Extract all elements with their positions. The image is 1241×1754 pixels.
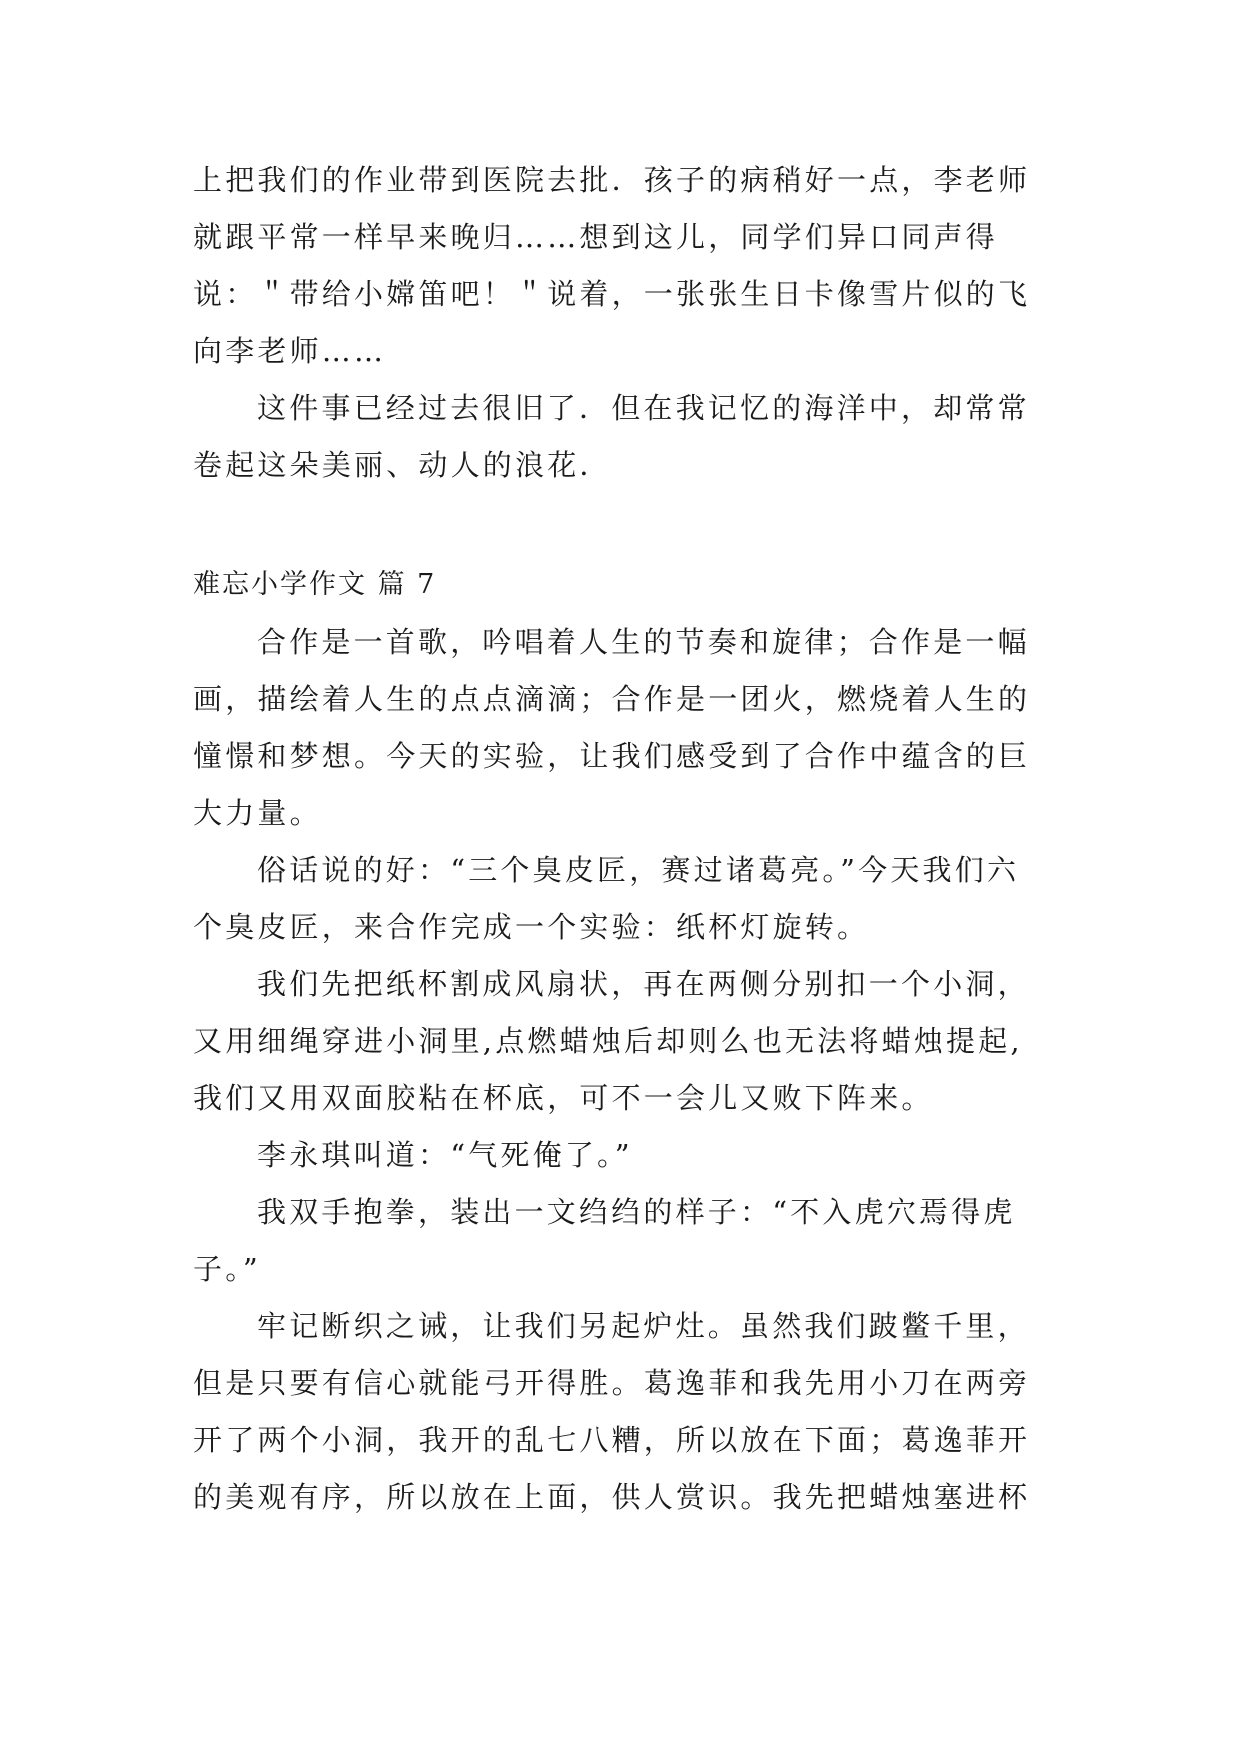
text-line: 个臭皮匠，来合作完成一个实验：纸杯灯旋转。 bbox=[193, 910, 870, 944]
text-line: 大力量。 bbox=[193, 796, 322, 830]
section-heading: 难忘小学作文 篇 7 bbox=[193, 569, 437, 600]
text-line: 就跟平常一样早来晚归……想到这儿，同学们异口同声得 bbox=[193, 220, 999, 254]
text-line: 憧憬和梦想。今天的实验，让我们感受到了合作中蕴含的巨 bbox=[193, 739, 1031, 773]
text-line: 合作是一首歌，吟唱着人生的节奏和旋律；合作是一幅 bbox=[257, 625, 1030, 659]
text-line: 开了两个小洞，我开的乱七八糟，所以放在下面；葛逸菲开 bbox=[193, 1423, 1031, 1457]
text-line: 说：＂带给小嫦笛吧！＂说着，一张张生日卡像雪片似的飞 bbox=[193, 277, 1031, 311]
text-line: 这件事已经过去很旧了．但在我记忆的海洋中，却常常 bbox=[257, 391, 1030, 425]
text-line: 画，描绘着人生的点点滴滴；合作是一团火，燃烧着人生的 bbox=[193, 682, 1031, 716]
text-line: 子。” bbox=[193, 1252, 261, 1286]
text-line: 我们又用双面胶粘在杯底，可不一会儿又败下阵来。 bbox=[193, 1081, 934, 1115]
text-line: 卷起这朵美丽、动人的浪花． bbox=[193, 448, 612, 482]
text-line: 李永琪叫道：“气死俺了。” bbox=[257, 1138, 633, 1172]
text-line: 向李老师…… bbox=[193, 334, 387, 368]
text-line: 又用细绳穿进小洞里,点燃蜡烛后却则么也无法将蜡烛提起, bbox=[193, 1024, 1023, 1058]
text-line: 我们先把纸杯割成风扇状，再在两侧分别扣一个小洞， bbox=[257, 967, 1030, 1001]
text-line: 的美观有序，所以放在上面，供人赏识。我先把蜡烛塞进杯 bbox=[193, 1480, 1031, 1514]
text-line: 俗话说的好：“三个臭皮匠，赛过诸葛亮。”今天我们六 bbox=[257, 853, 1020, 887]
text-line: 牢记断织之诫，让我们另起炉灶。虽然我们跛鳖千里， bbox=[257, 1309, 1030, 1343]
text-line: 但是只要有信心就能弓开得胜。葛逸菲和我先用小刀在两旁 bbox=[193, 1366, 1031, 1400]
text-line: 我双手抱拳，装出一文绉绉的样子：“不入虎穴焉得虎 bbox=[257, 1195, 1016, 1229]
text-line: 上把我们的作业带到医院去批．孩子的病稍好一点，李老师 bbox=[193, 163, 1031, 197]
